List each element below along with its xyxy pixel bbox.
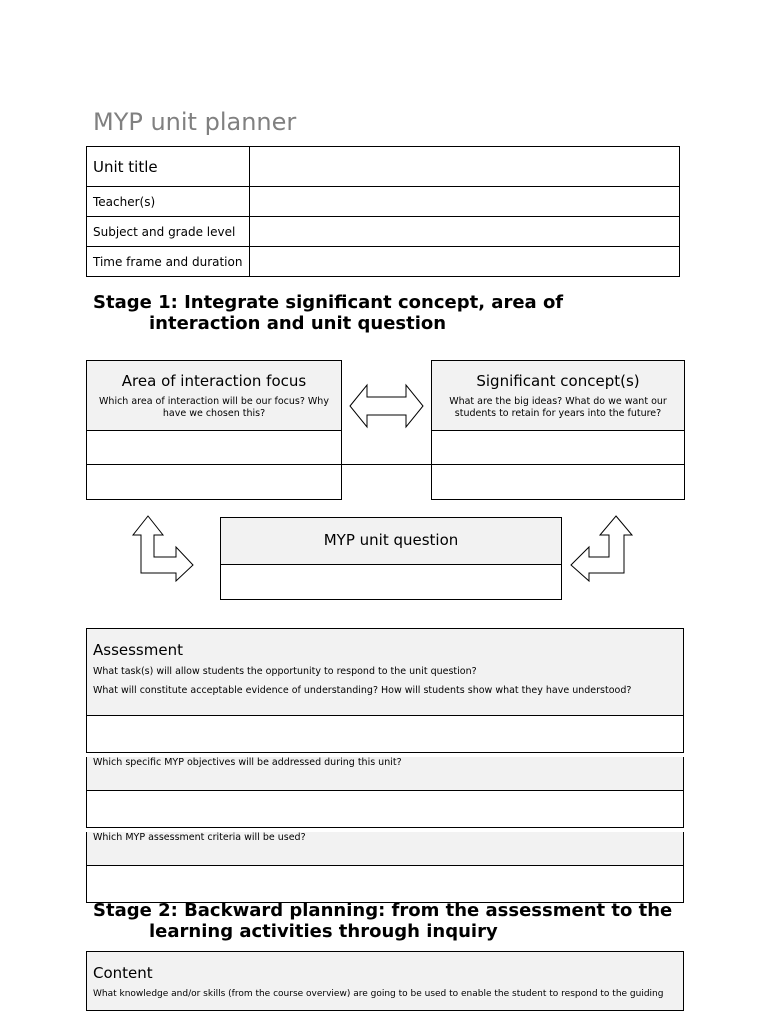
criteria-field[interactable] xyxy=(86,866,684,903)
subject-grade-label: Subject and grade level xyxy=(87,217,250,247)
content-header xyxy=(86,951,684,1011)
area-of-interaction-field-1[interactable] xyxy=(86,430,342,465)
connector-line xyxy=(342,464,431,465)
stage1-line1: Stage 1: Integrate significant concept, area of xyxy=(93,292,564,313)
significant-concept-heading: Significant concept(s) xyxy=(476,372,640,390)
time-frame-value[interactable] xyxy=(250,247,680,277)
subject-grade-value[interactable] xyxy=(250,217,680,247)
stage2-line2: learning activities through inquiry xyxy=(149,921,498,942)
table-row xyxy=(87,147,680,187)
area-of-interaction-prompt: Which area of interaction will be our focus? Why have we chosen this? xyxy=(99,396,329,419)
time-frame-label: Time frame and duration xyxy=(87,247,250,277)
teachers-label: Teacher(s) xyxy=(87,187,250,217)
criteria-header xyxy=(86,832,684,866)
table-row xyxy=(87,247,680,277)
unit-title-value[interactable] xyxy=(250,147,680,187)
criteria-question: Which MYP assessment criteria will be used? xyxy=(93,832,306,843)
content-prompt: What knowledge and/or skills (from the course overview) are going to be used to enable the student to respond to the guiding xyxy=(93,989,664,999)
page-title: MYP unit planner xyxy=(93,108,297,136)
area-of-interaction-header xyxy=(86,360,342,431)
objectives-header xyxy=(86,757,684,791)
stage2-heading xyxy=(93,900,672,942)
area-of-interaction-field-2[interactable] xyxy=(86,465,342,500)
unit-title-label: Unit title xyxy=(87,147,250,187)
table-row xyxy=(87,217,680,247)
significant-concept-field-2[interactable] xyxy=(431,465,685,500)
stage2-line1: Stage 2: Backward planning: from the assessment to the xyxy=(93,900,673,921)
objectives-field[interactable] xyxy=(86,791,684,828)
assessment-section xyxy=(86,628,684,903)
table-row xyxy=(87,187,680,217)
double-arrow-icon xyxy=(349,383,425,429)
assessment-field[interactable] xyxy=(86,716,684,753)
significant-concept-field-1[interactable] xyxy=(431,430,685,465)
bent-arrow-left-icon xyxy=(132,515,196,583)
content-heading: Content xyxy=(93,964,153,982)
objectives-question: Which specific MYP objectives will be addressed during this unit? xyxy=(93,757,402,768)
unit-info-table xyxy=(86,146,680,277)
assessment-header xyxy=(86,628,684,716)
significant-concept-header xyxy=(431,360,685,431)
significant-concept-prompt: What are the big ideas? What do we want our students to retain for years into the future? xyxy=(449,396,667,419)
stage1-heading xyxy=(93,292,563,334)
area-of-interaction-heading: Area of interaction focus xyxy=(121,372,307,390)
assessment-question-2: What will constitute acceptable evidence of understanding? How will students show what they have understood? xyxy=(93,685,632,696)
bent-arrow-right-icon xyxy=(569,515,635,583)
assessment-question-1: What task(s) will allow students the opportunity to respond to the unit question? xyxy=(93,666,477,677)
unit-question-header xyxy=(220,517,562,565)
unit-question-heading: MYP unit question xyxy=(323,531,459,549)
teachers-value[interactable] xyxy=(250,187,680,217)
stage1-line2: interaction and unit question xyxy=(149,313,447,334)
assessment-heading: Assessment xyxy=(93,641,183,659)
unit-question-field[interactable] xyxy=(220,564,562,600)
